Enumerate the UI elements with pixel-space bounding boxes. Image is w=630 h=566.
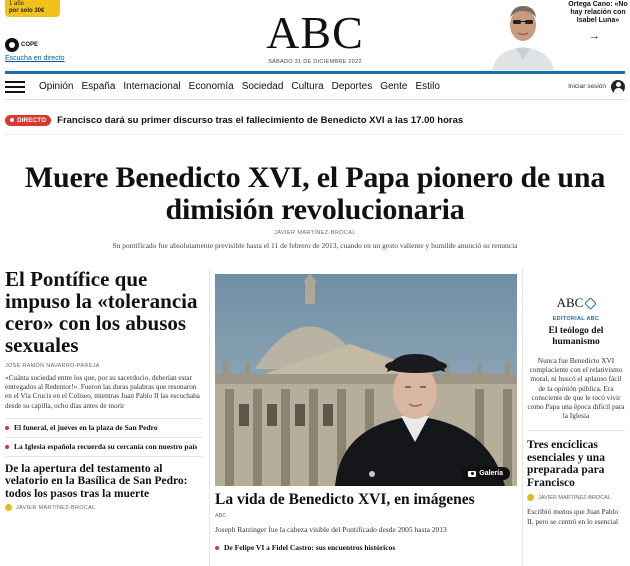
live-headline[interactable]: Francisco dará su primer discurso tras el fallecimiento de Benedicto XVI a las 17.00 horas xyxy=(57,114,464,126)
nav-sections xyxy=(39,81,440,92)
hamburger-menu-icon[interactable] xyxy=(5,80,25,94)
login-button[interactable] xyxy=(568,80,625,94)
right-article-2-byline xyxy=(527,494,625,501)
login-label: Iniciar sesión xyxy=(568,83,606,90)
center-article-body: Joseph Ratzinger fue la cabeza visible del Pontificado desde 2005 hasta 2013 xyxy=(215,525,447,534)
live-divider xyxy=(5,134,625,135)
arrow-right-icon[interactable]: → xyxy=(589,30,600,42)
left-article-body: «Cuánta suciedad entre los que, por su sacerdocio, deberían estar entregados al Redentor!». Fueron las duras palabras que resonaron en el Vía Crucis en el Coliseo, mientras Juan Pablo II las escuchaba desde su capilla, ocho días antes de morir xyxy=(5,374,200,410)
listen-live-link[interactable]: Escucha en directo xyxy=(5,55,65,62)
left-article-2-title[interactable]: De la apertura del testamento al velatorio en la Basílica de San Pedro: todos los pasos tras la muerte xyxy=(5,462,188,500)
promo-line-2: por solo 30€ xyxy=(9,8,45,14)
column-divider-left xyxy=(209,268,210,566)
edition-date: SÁBADO 31 DE DICIEMBRE 2022 xyxy=(268,59,362,65)
center-article-title[interactable]: La vida de Benedicto XVI, en imágenes xyxy=(215,491,475,508)
gallery-photo[interactable] xyxy=(215,274,517,486)
related-link[interactable] xyxy=(5,438,203,457)
left-article-2-byline xyxy=(5,504,203,511)
main-author: JAVIER MARTÍNEZ-BROCAL xyxy=(274,230,356,236)
editorial-logo xyxy=(527,295,625,311)
live-badge-label: DIRECTO xyxy=(17,116,47,124)
nav-item-cultura[interactable]: Cultura xyxy=(291,81,324,92)
author-avatar-icon xyxy=(527,494,534,501)
live-ticker[interactable] xyxy=(5,111,625,129)
left-article-title[interactable]: El Pontífice que impuso la «tolerancia cero» con los abusos sexuales xyxy=(5,267,198,357)
nav-item-economia[interactable]: Economía xyxy=(188,81,234,92)
nav-item-estilo[interactable]: Estilo xyxy=(415,81,440,92)
bullet-dot-icon xyxy=(5,445,9,449)
nav-item-internacional[interactable]: Internacional xyxy=(123,81,181,92)
promo-line-1: 1 año xyxy=(9,1,25,7)
nav-item-gente[interactable]: Gente xyxy=(380,81,408,92)
editorial-title[interactable]: El teólogo del humanismo xyxy=(548,326,604,347)
editorial-body: Nunca fue Benedicto XVI complaciente con el relativismo moral, ni buscó el aplauso fácil de la opinión pública. Era consciente de que le tocó vivir como Papa una época difícil para la Iglesia xyxy=(527,356,625,421)
promo-right-headline[interactable]: Ortega Cano: «No hay relación con Isabel Luna» xyxy=(568,1,628,24)
live-dot-icon xyxy=(10,118,14,122)
live-badge xyxy=(5,115,51,126)
pen-icon xyxy=(584,297,597,310)
nav-item-espana[interactable]: España xyxy=(81,81,116,92)
author-avatar-icon xyxy=(5,504,12,511)
left-article-2-author: JAVIER MARTÍNEZ-BROCAL xyxy=(16,504,96,511)
main-subhead: Su pontificado fue absolutamente previsible hasta el 11 de febrero de 2013, cuando en un gesto valiente y humilde anunció su renuncia xyxy=(112,241,518,250)
related-link-text: La Iglesia española recuerda su cercanía con nuestro país xyxy=(14,441,198,451)
left-column xyxy=(5,268,203,511)
right-article-2-title[interactable]: Tres encíclicas esenciales y una preparada para Francisco xyxy=(527,439,605,489)
cope-label: COPE xyxy=(21,42,39,48)
abc-logo[interactable]: ABC xyxy=(266,7,364,58)
related-link-text: El funeral, el jueves en la plaza de San Pedro xyxy=(14,422,158,432)
bullet-dot-icon xyxy=(215,546,219,550)
column-divider-right xyxy=(522,268,523,566)
nav-item-opinion[interactable]: Opinión xyxy=(39,81,74,92)
main-headline[interactable]: Muere Benedicto XVI, el Papa pionero de una dimisión revolucionaria xyxy=(24,161,606,226)
main-nav xyxy=(5,74,625,100)
editorial-logo-text: ABC xyxy=(556,295,584,310)
camera-icon xyxy=(468,471,476,477)
promo-portrait-image[interactable] xyxy=(486,0,560,70)
nav-item-deportes[interactable]: Deportes xyxy=(331,81,373,92)
right-divider xyxy=(527,430,625,431)
center-related-link-text: De Felipe VI a Fidel Castro: sus encuentros históricos xyxy=(224,543,396,552)
right-article-2-author: JAVIER MARTÍNEZ-BROCAL xyxy=(538,494,611,501)
editorial-label: EDITORIAL ABC xyxy=(552,316,600,322)
bullet-dot-icon xyxy=(5,426,9,430)
user-icon xyxy=(611,80,625,94)
right-column xyxy=(527,295,625,526)
left-article-author: JOSÉ RAMÓN NAVARRO-PAREJA xyxy=(5,363,100,369)
related-links xyxy=(5,418,203,457)
gallery-button[interactable] xyxy=(461,467,510,480)
related-link[interactable] xyxy=(5,419,203,438)
basilica-pope-image xyxy=(215,274,517,486)
center-related-link[interactable] xyxy=(215,543,517,552)
nav-item-sociedad[interactable]: Sociedad xyxy=(241,81,284,92)
gallery-label: Galería xyxy=(479,470,503,477)
center-article-author: ABC xyxy=(215,513,227,519)
right-article-2-body: Escribió menos que Juan Pablo II, pero se centró en lo esencial xyxy=(527,507,619,526)
center-column xyxy=(215,274,517,552)
